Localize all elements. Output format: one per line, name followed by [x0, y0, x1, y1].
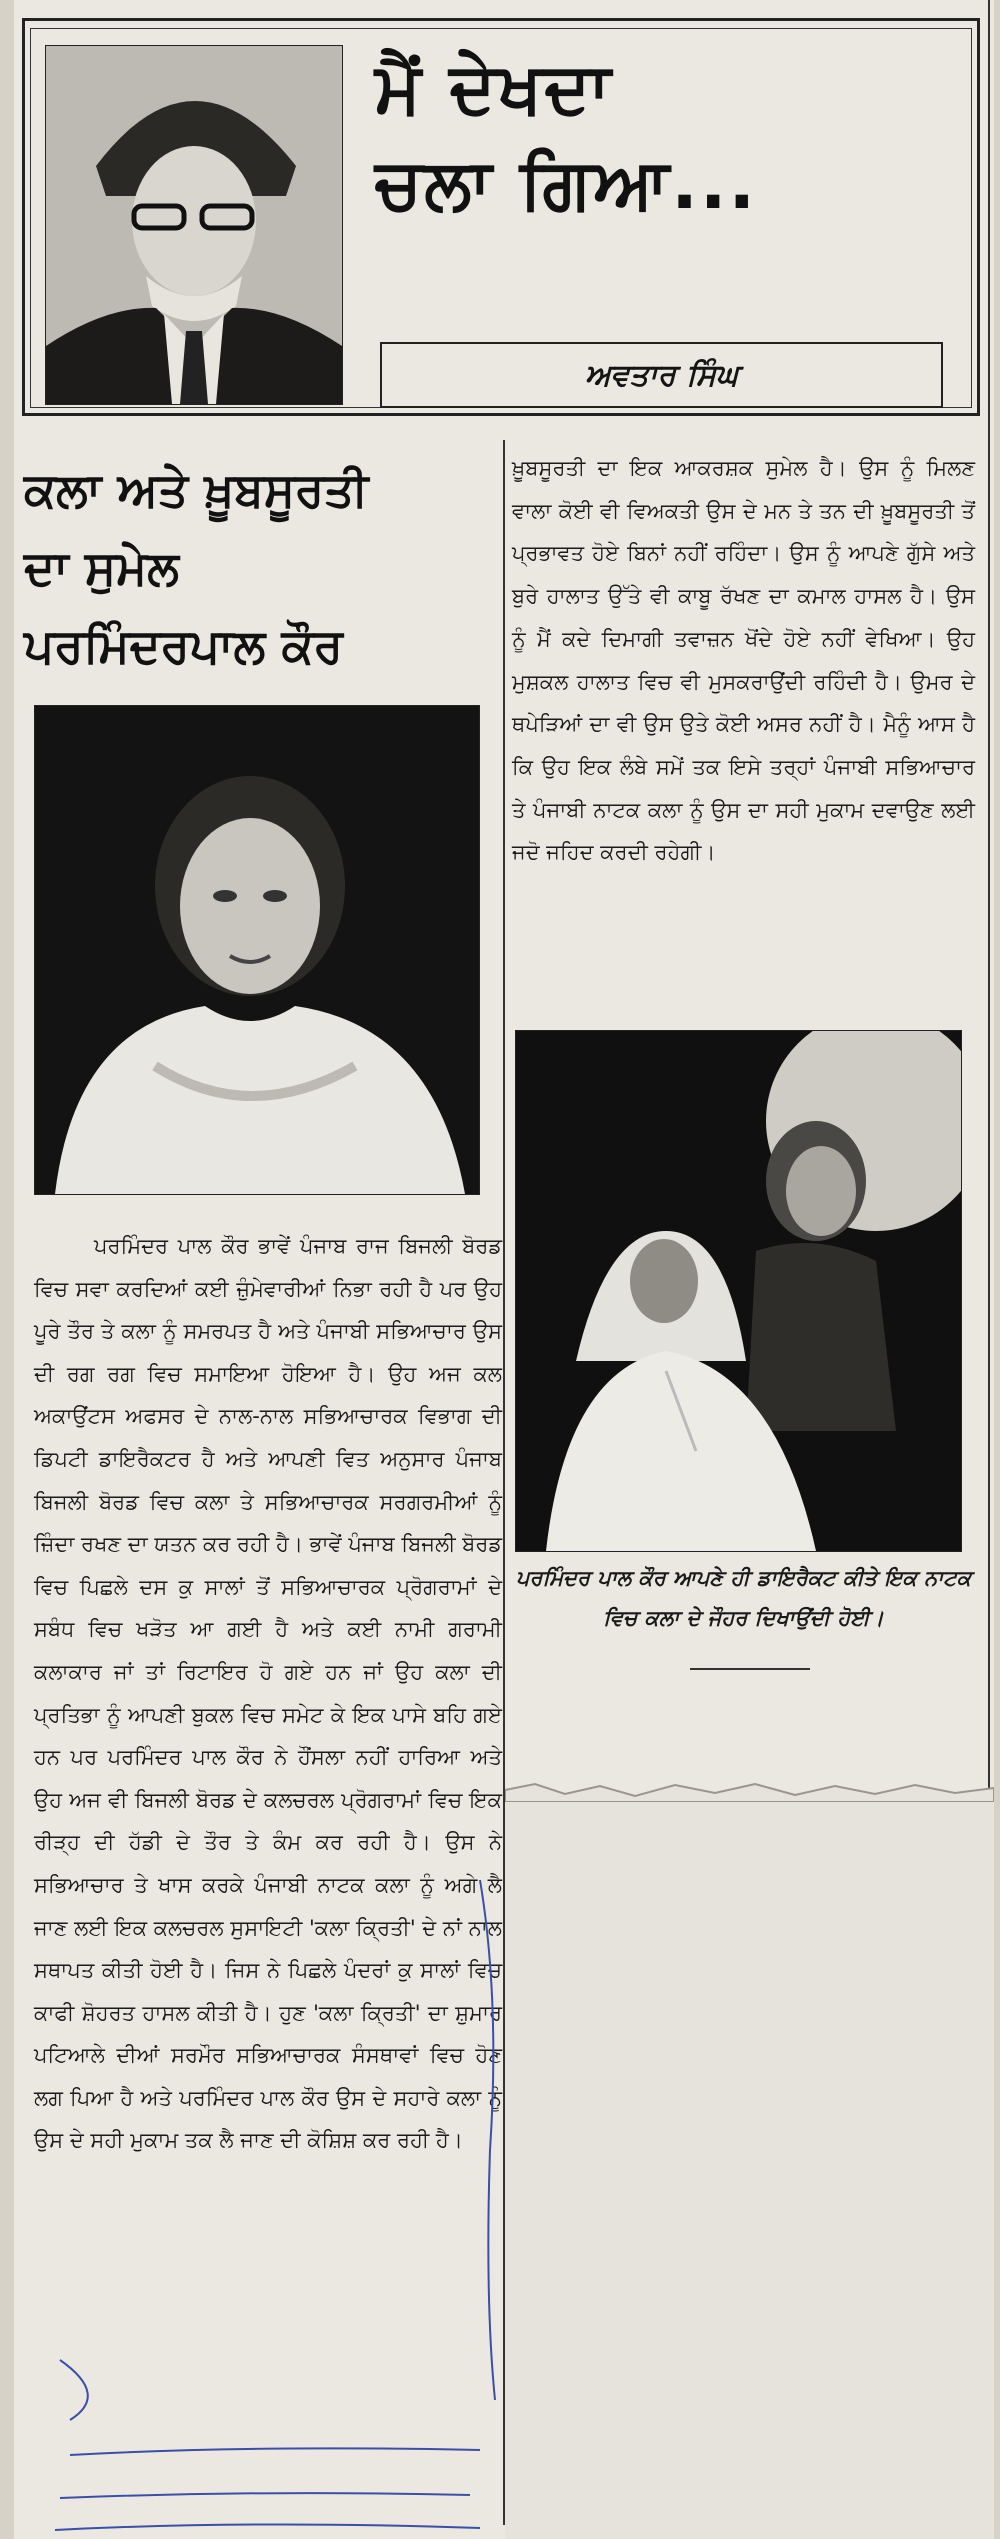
subhead [24, 452, 494, 686]
subhead-line-2: ਦਾ ਸੁਮੇਲ [24, 541, 179, 596]
torn-paper-edge [505, 1780, 994, 1802]
blank-paper-area [505, 1795, 994, 2539]
headline-line-2: ਚਲਾ ਗਿਆ... [375, 143, 758, 225]
column-divider [503, 440, 505, 2525]
subject-portrait-photo [34, 705, 480, 1195]
headline-line-1: ਮੈਂ ਦੇਖਦਾ [375, 47, 613, 129]
subhead-line-1: ਕਲਾ ਅਤੇ ਖ਼ੂਬਸੂਰਤੀ [24, 463, 369, 518]
author-photo [45, 45, 343, 405]
photo-caption: ਪਰਮਿੰਦਰ ਪਾਲ ਕੌਰ ਆਪਣੇ ਹੀ ਡਾਇਰੈਕਟ ਕੀਤੇ ਇਕ ਨਾਟਕ ਵਿਚ ਕਲਾ ਦੇ ਜੌਹਰ ਦਿਖਾਉਂਦੀ ਹੋਈ। [515, 1566, 972, 1630]
caption-underline [690, 1668, 810, 1670]
headline [375, 40, 955, 232]
author-byline: ਅਵਤਾਰ ਸਿੰਘ [380, 342, 943, 408]
right-edge-rule [988, 0, 990, 1795]
stage-play-photo [515, 1030, 962, 1552]
body-text-right-column: ਖ਼ੂਬਸੂਰਤੀ ਦਾ ਇਕ ਆਕਰਸ਼ਕ ਸੁਮੇਲ ਹੈ। ਉਸ ਨੂੰ ਮਿਲਣ ਵਾਲਾ ਕੋਈ ਵੀ ਵਿਅਕਤੀ ਉਸ ਦੇ ਮਨ ਤੇ ਤਨ ਦੀ ਖ਼ੂਬਸੂਰਤੀ ਤੋਂ ਪ੍ਰਭਾਵਤ ਹੋਏ ਬਿਨਾਂ ਨਹੀਂ ਰਹਿੰਦਾ। ਉਸ ਨੂੰ ਆਪਣੇ ਗੁੱਸੇ ਅਤੇ ਬੁਰੇ ਹਾਲਾਤ ਉੱਤੇ ਵੀ ਕਾਬੂ ਰੱਖਣ ਦਾ ਕਮਾਲ ਹਾਸਲ ਹੈ। ਉਸ ਨੂੰ ਮੈਂ ਕਦੇ ਦਿਮਾਗੀ ਤਵਾਜ਼ਨ ਖੋਂਦੇ ਹੋਏ ਨਹੀਂ ਵੇਖਿਆ। ਉਹ ਮੁਸ਼ਕਲ ਹਾਲਾਤ ਵਿਚ ਵੀ ਮੁਸਕਰਾਉਂਦੀ ਰਹਿੰਦੀ ਹੈ। ਉਮਰ ਦੇ ਥਪੇੜਿਆਂ ਦਾ ਵੀ ਉਸ ਉਤੇ ਕੋਈ ਅਸਰ ਨਹੀਂ ਹੈ। ਮੈਨੂੰ ਆਸ ਹੈ ਕਿ ਉਹ ਇਕ ਲੰਬੇ ਸਮੇਂ ਤਕ ਇਸੇ ਤਰ੍ਹਾਂ ਪੰਜਾਬੀ ਸਭਿਆਚਾਰ ਤੇ ਪੰਜਾਬੀ ਨਾਟਕ ਕਲਾ ਨੂੰ ਉਸ ਦਾ ਸਹੀ ਮੁਕਾਮ ਦਵਾਉਣ ਲਈ ਜਦੋ ਜਹਿਦ ਕਰਦੀ ਰਹੇਗੀ। [512, 456, 975, 865]
body-text-left-column: ਪਰਮਿੰਦਰ ਪਾਲ ਕੌਰ ਭਾਵੇਂ ਪੰਜਾਬ ਰਾਜ ਬਿਜਲੀ ਬੋਰਡ ਵਿਚ ਸਵਾ ਕਰਦਿਆਂ ਕਈ ਜ਼ੁੰਮੇਵਾਰੀਆਂ ਨਿਭਾ ਰਹੀ ਹੈ ਪਰ ਉਹ ਪੂਰੇ ਤੌਰ ਤੇ ਕਲਾ ਨੂੰ ਸਮਰਪਤ ਹੈ ਅਤੇ ਪੰਜਾਬੀ ਸਭਿਆਚਾਰ ਉਸ ਦੀ ਰਗ ਰਗ ਵਿਚ ਸਮਾਇਆ ਹੋਇਆ ਹੈ। ਉਹ ਅਜ ਕਲ ਅਕਾਉਂਟਸ ਅਫਸਰ ਦੇ ਨਾਲ-ਨਾਲ ਸਭਿਆਚਾਰਕ ਵਿਭਾਗ ਦੀ ਡਿਪਟੀ ਡਾਇਰੈਕਟਰ ਹੈ ਅਤੇ ਆਪਣੀ ਵਿਤ ਅਨੁਸਾਰ ਪੰਜਾਬ ਬਿਜਲੀ ਬੋਰਡ ਵਿਚ ਕਲਾ ਤੇ ਸਭਿਆਚਾਰਕ ਸਰਗਰਮੀਆਂ ਨੂੰ ਜ਼ਿੰਦਾ ਰਖਣ ਦਾ ਯਤਨ ਕਰ ਰਹੀ ਹੈ। ਭਾਵੇਂ ਪੰਜਾਬ ਬਿਜਲੀ ਬੋਰਡ ਵਿਚ ਪਿਛਲੇ ਦਸ ਕੁ ਸਾਲਾਂ ਤੋਂ ਸਭਿਆਚਾਰਕ ਪ੍ਰੋਗਰਾਮਾਂ ਦੇ ਸਬੰਧ ਵਿਚ ਖੜੋਤ ਆ ਗਈ ਹੈ ਅਤੇ ਕਈ ਨਾਮੀ ਗਰਾਮੀ ਕਲਾਕਾਰ ਜਾਂ ਤਾਂ ਰਿਟਾਇਰ ਹੋ ਗਏ ਹਨ ਜਾਂ ਉਹ ਕਲਾ ਦੀ ਪ੍ਰਤਿਭਾ ਨੂੰ ਆਪਣੀ ਬੁਕਲ ਵਿਚ ਸਮੇਟ ਕੇ ਇਕ ਪਾਸੇ ਬਹਿ ਗਏ ਹਨ ਪਰ ਪਰਮਿੰਦਰ ਪਾਲ ਕੌਰ ਨੇ ਹੌਂਸਲਾ ਨਹੀਂ ਹਾਰਿਆ ਅਤੇ ਉਹ ਅਜ ਵੀ ਬਿਜਲੀ ਬੋਰਡ ਦੇ ਕਲਚਰਲ ਪ੍ਰੋਗਰਾਮਾਂ ਵਿਚ ਇਕ ਰੀੜ੍ਹ ਦੀ ਹੱਡੀ ਦੇ ਤੌਰ ਤੇ ਕੰਮ ਕਰ ਰਹੀ ਹੈ। ਉਸ ਨੇ ਸਭਿਆਚਾਰ ਤੇ ਖਾਸ ਕਰਕੇ ਪੰਜਾਬੀ ਨਾਟਕ ਕਲਾ ਨੂੰ ਅਗੇ ਲੈ ਜਾਣ ਲਈ ਇਕ ਕਲਚਰਲ ਸੁਸਾਇਟੀ 'ਕਲਾ ਕ੍ਰਿਤੀ' ਦੇ ਨਾਂ ਨਾਲ ਸਥਾਪਤ ਕੀਤੀ ਹੋਈ ਹੈ। ਜਿਸ ਨੇ ਪਿਛਲੇ ਪੰਦਰਾਂ ਕੁ ਸਾਲਾਂ ਵਿਚ ਕਾਫੀ ਸ਼ੋਹਰਤ ਹਾਸਲ ਕੀਤੀ ਹੈ। ਹੁਣ 'ਕਲਾ ਕ੍ਰਿਤੀ' ਦਾ ਸ਼ੁਮਾਰ ਪਟਿਆਲੇ ਦੀਆਂ ਸਰਮੌਰ ਸਭਿਆਚਾਰਕ ਸੰਸਥਾਵਾਂ ਵਿਚ ਹੋਣ ਲਗ ਪਿਆ ਹੈ ਅਤੇ ਪਰਮਿੰਦਰ ਪਾਲ ਕੌਰ ਉਸ ਦੇ ਸਹਾਰੇ ਕਲਾ ਨੂੰ ਉਸ ਦੇ ਸਹੀ ਮੁਕਾਮ ਤਕ ਲੈ ਜਾਣ ਦੀ ਕੋਸ਼ਿਸ਼ ਕਰ ਰਹੀ ਹੈ। [34, 1234, 502, 2153]
subhead-line-3: ਪਰਮਿੰਦਰਪਾਲ ਕੌਰ [24, 619, 343, 674]
